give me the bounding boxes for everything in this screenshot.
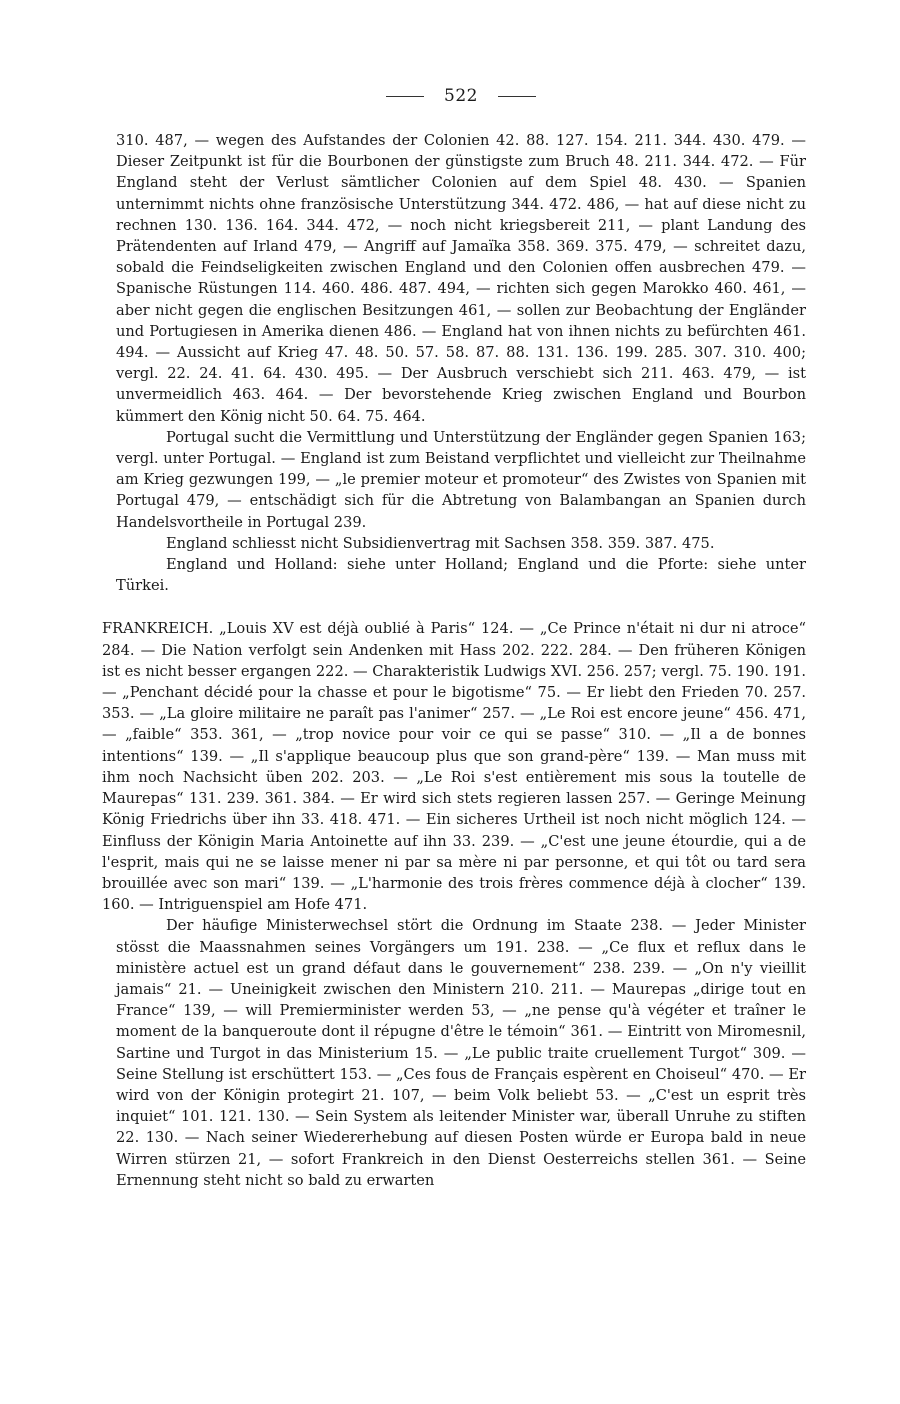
paragraph-england-continued: 310. 487, — wegen des Aufstandes der Colonien 42. 88. 127. 154. 211. 344. 430. 479. — Dieser Zeitpunkt ist für die Bourbonen der günstigste zum Bruch 48. 211. 344. 472. — Für England steht der Verlust sämtlicher Colonien auf dem Spiel 48. 430. — Spanien unternimmt nichts ohne französische Unterstützung 344. 472. 486, — hat auf diese nicht zu rechnen 130. 136. 164. 344. 472, — noch nicht kriegsbereit 211, — plant Landung des Prätendenten auf Irland 479, — Angriff auf Jamaïka 358. 369. 375. 479, — schreitet dazu, sobald die Feindseligkeiten zwischen England und den Colonien offen ausbrechen 479. — Spanische Rüstungen 114. 460. 486. 487. 494, — richten sich gegen Marokko 460. 461, — aber nicht gegen die englischen Besitzungen 461, — sollen zur Beobachtung der Engländer und Portugiesen in Amerika dienen 486. — England hat von ihnen nichts zu befürchten 461. 494. — Aussicht auf Krieg 47. 48. 50. 57. 58. 87. 88. 131. 136. 199. 285. 307. 310. 400; vergl. 22. 24. 41. 64. 430. 495. — Der Ausbruch verschiebt sich 211. 463. 479, — ist unvermeidlich 463. 464. — Der bevorstehende Krieg zwischen England und Bourbon kümmert den König nicht 50. 64. 75. 464. <box>116 132 806 425</box>
document-page <box>102 86 806 1191</box>
paragraph-holland: England und Holland: siehe unter Holland; England und die Pforte: siehe unter Türkei. <box>116 556 806 595</box>
section-gap <box>116 596 806 618</box>
paragraph-portugal: Portugal sucht die Vermittlung und Unterstützung der Engländer gegen Spanien 163; vergl. unter Portugal. — England ist zum Beistand verpflichtet und vielleicht zur Theilnahme am Krieg gezwungen 199, — „le premier moteur et promoteur“ des Zwistes von Spanien mit Portugal 479, — entschädigt sich für die Abtretung von Balambangan an Spanien durch Handelsvortheile in Portugal 239. <box>116 428 806 531</box>
page-number: 522 <box>444 86 478 106</box>
paragraph-sachsen: England schliesst nicht Subsidienvertrag mit Sachsen 358. 359. 387. 475. <box>166 534 715 552</box>
section-frankreich: FRANKREICH. „Louis XV est déjà oublié à Paris“ 124. — „Ce Prince n'était ni dur ni atroce“ 284. — Die Nation verfolgt sein Andenken mit Hass 202. 222. 284. — Den früheren Königen ist es nicht besser ergangen 222. — Charakteristik Ludwigs XVI. 256. 257; vergl. 75. 190. 191. — „Penchant décidé pour la chasse et pour le bigotisme“ 75. — Er liebt den Frieden 70. 257. 353. — „La gloire militaire ne paraît pas l'animer“ 257. — „Le Roi est encore jeune“ 456. 471, — „faible“ 353. 361, — „trop novice pour voir ce qui se passe“ 310. — „Il a de bonnes intentions“ 139. — „Il s'applique beaucoup plus que son grand-père“ 139. — Man muss mit ihm noch Nachsicht üben 202. 203. — „Le Roi s'est entièrement mis sous la toutelle de Maurepas“ 131. 239. 361. 384. — Er wird sich stets regieren lassen 257. — Geringe Meinung König Friedrichs über ihn 33. 418. 471. — Ein sicheres Urtheil ist noch nicht möglich 124. — Einfluss der Königin Maria Antoinette auf ihn 33. 239. — „C'est une jeune étourdie, qui a de l'esprit, mais qui ne se laisse mener ni par sa mère ni par personne, et qui tôt ou tard sera brouillée avec son mari“ 139. — „L'harmonie des trois frères commence déjà à clocher“ 139. 160. — Intriguenspiel am Hofe 471. <box>102 620 806 914</box>
header-rule-right <box>498 96 536 97</box>
header-rule-left <box>386 96 424 97</box>
page-header <box>116 86 806 106</box>
paragraph-ministerwechsel: Der häufige Ministerwechsel stört die Ordnung im Staate 238. — Jeder Minister stösst die Maassnahmen seines Vorgängers um 191. 238. — „Ce flux et reflux dans le ministère actuel est un grand défaut dans le gouvernement“ 238. 239. — „On n'y vieillit jamais“ 21. — Uneinigkeit zwischen den Ministern 210. 211. — Maurepas „dirige tout en France“ 139, — will Premierminister werden 53, — „ne pense qu'à végéter et traîner le moment de la banqueroute dont il répugne d'être le témoin“ 361. — Eintritt von Miromesnil, Sartine und Turgot in das Ministerium 15. — „Le public traite cruellement Turgot“ 309. — Seine Stellung ist erschüttert 153. — „Ces fous de Français espèrent en Choiseul“ 470. — Er wird von der Königin protegirt 21. 107, — beim Volk beliebt 53. — „C'est un esprit très inquiet“ 101. 121. 130. — Sein System als leitender Minister war, überall Unruhe zu stiften 22. 130. — Nach seiner Wiedererhebung auf diesen Posten würde er Europa bald in neue Wirren stürzen 21, — sofort Frankreich in den Dienst Oesterreichs stellen 361. — Seine Ernennung steht nicht so bald zu erwarten <box>116 917 806 1189</box>
